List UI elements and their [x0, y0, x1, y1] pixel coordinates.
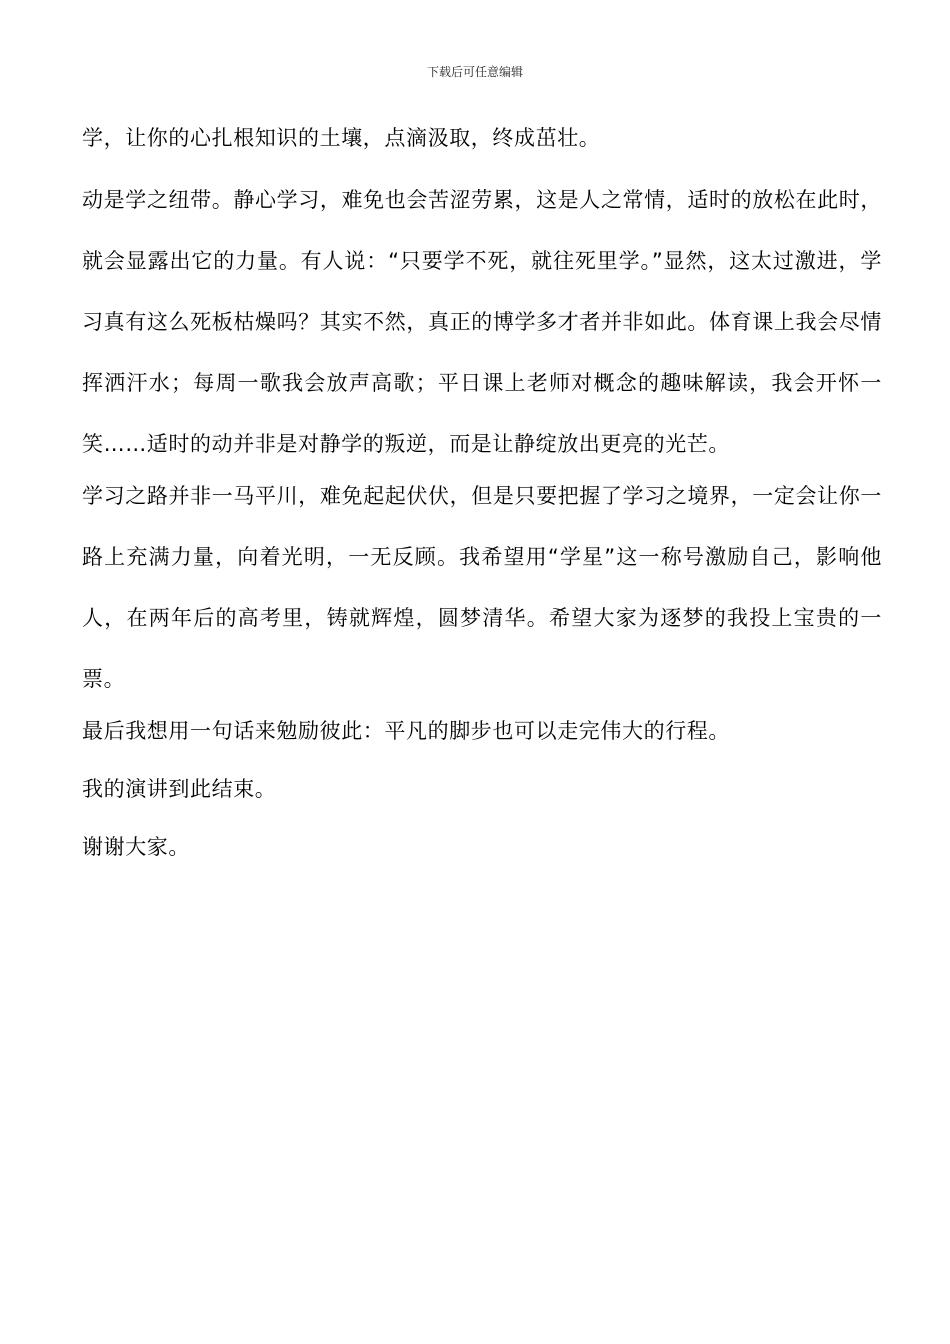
paragraph-3: 学习之路并非一马平川，难免起起伏伏，但是只要把握了学习之境界，一定会让你一路上充满力量，向着光明，一无反顾。我希望用“学星”这一称号激励自己，影响他人，在两年后的高考里，铸就辉煌，圆梦清华。希望大家为逐梦的我投上宝贵的一票。	[82, 484, 882, 691]
paragraph-5: 我的演讲到此结束。	[82, 777, 277, 801]
paragraph-2: 动是学之纽带。静心学习，难免也会苦涩劳累，这是人之常情，适时的放松在此时，就会显露出它的力量。有人说：“只要学不死，就往死里学。”显然，这太过激进，学习真有这么死板枯燥吗？其实不然，真正的博学多才者并非如此。体育课上我会尽情挥洒汗水；每周一歌我会放声高歌；平日课上老师对概念的趣味解读，我会开怀一笑……适时的动并非是对静学的叛逆，而是让静绽放出更亮的光芒。	[82, 188, 882, 456]
paragraph-1: 学，让你的心扎根知识的土壤，点滴汲取，终成茁壮。	[82, 126, 601, 150]
paragraph-4: 最后我想用一句话来勉励彼此：平凡的脚步也可以走完伟大的行程。	[82, 719, 730, 743]
page-header: 下载后可任意编辑	[426, 65, 523, 79]
paragraph-6: 谢谢大家。	[82, 835, 190, 859]
document-body	[82, 118, 882, 885]
